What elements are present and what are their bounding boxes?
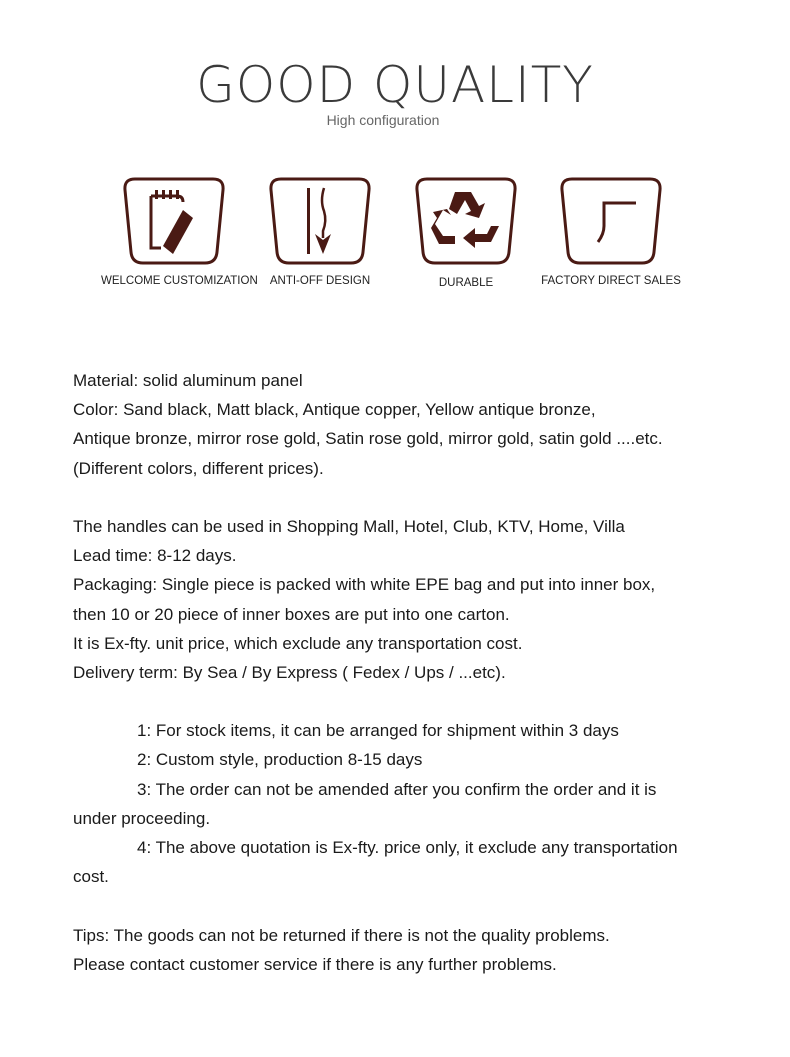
feature-anti-off (247, 176, 393, 288)
feature-factory-direct (538, 176, 684, 288)
color-line-cont: Antique bronze, mirror rose gold, Satin rose gold, mirror gold, satin gold ....etc. (73, 429, 663, 449)
product-description (73, 366, 773, 979)
feature-label: WELCOME CUSTOMIZATION (101, 275, 258, 287)
feature-customization (101, 176, 258, 288)
corner-icon (558, 176, 664, 266)
note-3-cont: under proceeding. (73, 808, 211, 828)
delivery-line: Delivery term: By Sea / By Express ( Fedex / Ups / ...etc). (73, 662, 506, 682)
lead-time-line: Lead time: 8-12 days. (73, 546, 237, 566)
note-4: 4: The above quotation is Ex-fty. price only, it exclude any transportation (137, 838, 678, 857)
tips-line: Tips: The goods can not be returned if there is not the quality problems. (73, 925, 610, 945)
feature-label: ANTI-OFF DESIGN (269, 275, 371, 287)
note-3: 3: The order can not be amended after you confirm the order and it is (137, 779, 657, 799)
contact-line: Please contact customer service if there is any further problems. (73, 954, 557, 974)
notepad-ruler-icon (121, 176, 227, 266)
page-title: GOOD QUALITY (196, 56, 594, 114)
feature-label: FACTORY DIRECT SALES (541, 275, 681, 287)
page-subtitle: High configuration (326, 112, 440, 128)
usage-line: The handles can be used in Shopping Mall, Hotel, Club, KTV, Home, Villa (73, 516, 625, 536)
packaging-line-cont: then 10 or 20 piece of inner boxes are put into one carton. (73, 604, 510, 624)
color-line: Color: Sand black, Matt black, Antique copper, Yellow antique bronze, (73, 400, 596, 420)
price-note: (Different colors, different prices). (73, 458, 324, 478)
material-line: Material: solid aluminum panel (73, 371, 303, 390)
note-2: 2: Custom style, production 8-15 days (137, 750, 423, 770)
packaging-line: Packaging: Single piece is packed with white EPE bag and put into inner box, (73, 575, 656, 595)
feature-durable (393, 176, 539, 290)
note-1: 1: For stock items, it can be arranged for shipment within 3 days (137, 721, 619, 741)
price-terms-line: It is Ex-fty. unit price, which exclude any transportation cost. (73, 633, 523, 653)
anti-off-arrow-icon (267, 176, 373, 266)
recycle-icon (413, 176, 519, 266)
feature-label: DURABLE (438, 277, 494, 289)
note-4-cont: cost. (73, 867, 109, 887)
